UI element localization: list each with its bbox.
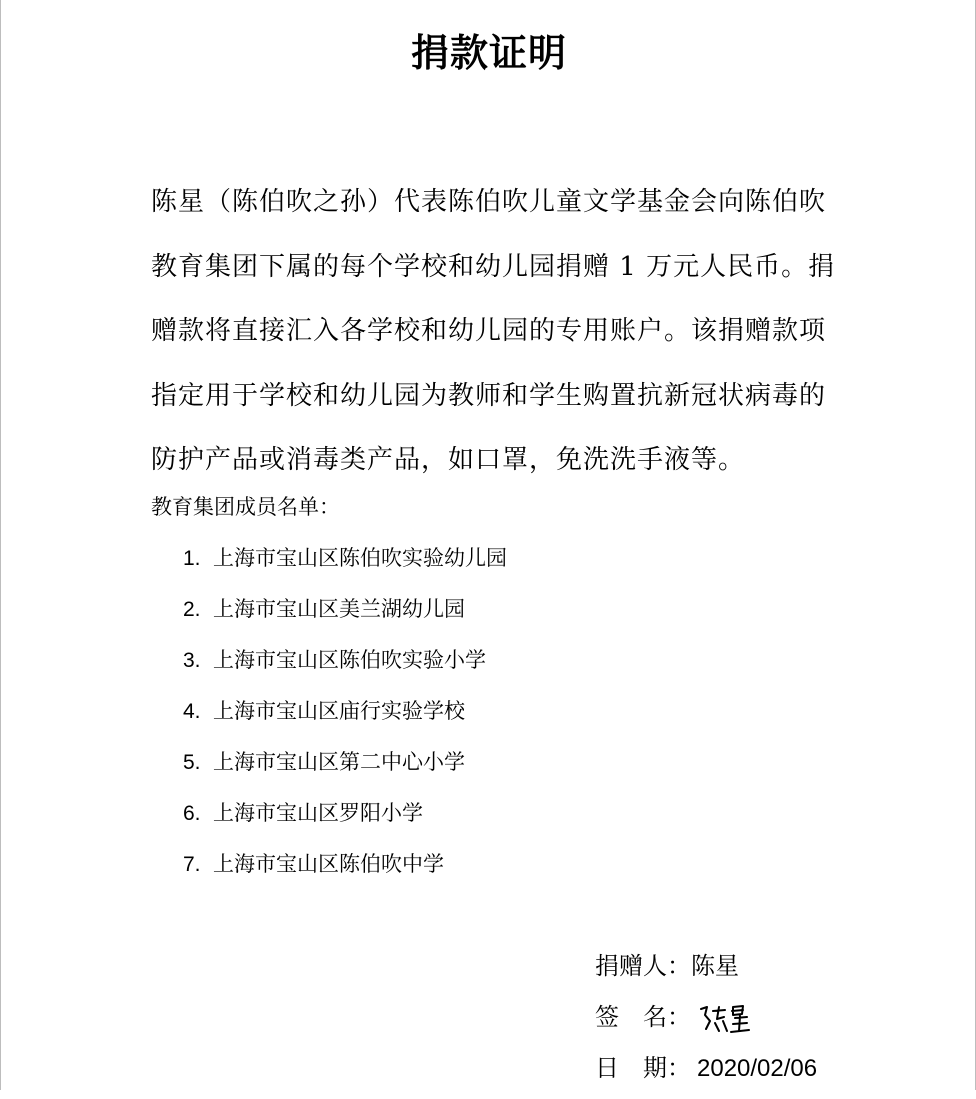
list-item xyxy=(183,848,507,899)
list-item xyxy=(183,542,507,593)
list-item-number: 5. xyxy=(183,751,201,774)
list-item-name: 上海市宝山区第二中心小学 xyxy=(213,750,465,774)
list-item-number: 3. xyxy=(183,649,201,672)
list-item-number: 1. xyxy=(183,547,201,570)
date-row xyxy=(595,1048,817,1099)
list-item-name: 上海市宝山区陈伯吹实验幼儿园 xyxy=(213,546,507,570)
donor-name: 陈星 xyxy=(691,952,739,980)
list-item-name: 上海市宝山区美兰湖幼儿园 xyxy=(213,597,465,621)
list-item-name: 上海市宝山区陈伯吹实验小学 xyxy=(213,648,486,672)
list-item-number: 2. xyxy=(183,598,201,621)
list-item-name: 上海市宝山区陈伯吹中学 xyxy=(213,852,444,876)
document-title: 捐款证明 xyxy=(410,31,567,75)
member-list xyxy=(183,542,507,899)
donation-paragraph: 陈星（陈伯吹之孙）代表陈伯吹儿童文学基金会向陈伯吹教育集团下属的每个学校和幼儿园捐赠 1 万元人民币。捐赠款将直接汇入各学校和幼儿园的专用账户。该捐赠款项指定用于学校和幼儿园为教师和学生购置抗新冠状病毒的防护产品或消毒类产品，如口罩，免洗洗手液等。 xyxy=(151,187,836,475)
list-item xyxy=(183,746,507,797)
date-label: 日 期： xyxy=(595,1054,691,1082)
signoff-block xyxy=(595,946,817,1099)
list-item-name: 上海市宝山区庙行实验学校 xyxy=(213,699,465,723)
signature-row xyxy=(595,997,817,1048)
list-item-number: 6. xyxy=(183,802,201,825)
list-item-name: 上海市宝山区罗阳小学 xyxy=(213,801,423,825)
list-item-number: 4. xyxy=(183,700,201,723)
list-item xyxy=(183,695,507,746)
list-item xyxy=(183,797,507,848)
donor-label: 捐赠人： xyxy=(595,952,691,980)
list-item xyxy=(183,593,507,644)
handwritten-signature xyxy=(697,1001,757,1037)
list-item xyxy=(183,644,507,695)
donor-row xyxy=(595,946,817,997)
signature-label: 签 名： xyxy=(595,1003,691,1031)
list-item-number: 7. xyxy=(183,853,201,876)
members-heading: 教育集团成员名单： xyxy=(151,495,340,519)
date-value: 2020/02/06 xyxy=(697,1055,818,1082)
